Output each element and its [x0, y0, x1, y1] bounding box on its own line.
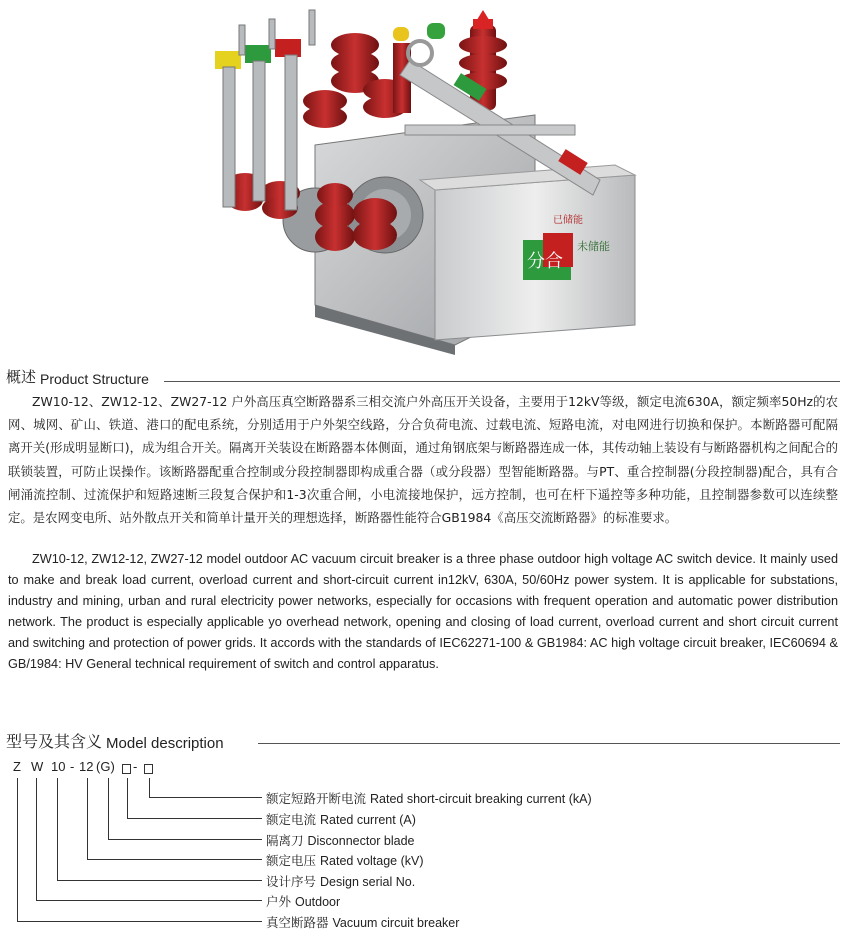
legend-en: Vacuum circuit breaker	[332, 916, 460, 930]
product-photo	[205, 5, 655, 360]
legend-item-disconnector	[266, 831, 415, 849]
code-w: W	[31, 759, 44, 774]
legend-cn: 额定电压	[266, 853, 317, 868]
legend-item-rated-current	[266, 810, 416, 828]
svg-text:分合: 分合	[527, 251, 563, 272]
svg-text:已储能: 已储能	[553, 215, 583, 226]
code-dash-2: -	[133, 759, 138, 774]
overview-title-cn: 概述	[6, 368, 37, 386]
code-z: Z	[13, 759, 21, 774]
code-series: 10	[51, 759, 66, 774]
legend-item-design-serial	[266, 872, 415, 890]
legend-cn: 真空断路器	[266, 915, 329, 930]
overview-title-en: Product Structure	[40, 371, 149, 387]
svg-text:未储能: 未储能	[577, 240, 610, 253]
model-title-cn: 型号及其含义	[6, 732, 103, 751]
legend-cn: 户外	[266, 894, 292, 909]
model-divider	[258, 743, 840, 744]
legend-item-rated-voltage	[266, 851, 424, 869]
code-voltage: 12	[79, 759, 94, 774]
legend-cn: 隔离刀	[266, 833, 304, 848]
legend-en: Outdoor	[295, 895, 341, 909]
code-box-current	[122, 762, 131, 777]
overview-divider	[164, 381, 840, 382]
legend-item-breaking-current	[266, 789, 592, 807]
model-heading	[6, 729, 224, 752]
legend-en: Rated voltage (kV)	[320, 854, 424, 868]
circuit-breaker-photo	[205, 5, 655, 360]
legend-en: Rated current (A)	[320, 813, 416, 827]
code-box-breaking	[144, 762, 153, 777]
legend-en: Disconnector blade	[307, 834, 415, 848]
legend-item-vacuum-breaker	[266, 913, 459, 931]
overview-body-cn: ZW10-12、ZW12-12、ZW27-12 户外高压真空断路器系三相交流户外高压开关设备，主要用于12kV等级，额定电流630A，额定频率50Hz的农网、城网、矿山、铁道、港口的配电系统，分别适用于户外架空线路，分合负荷电流、过载电流、短路电流，对电网进行切换和保护。本断路器可配隔离开关(形成明显断口)，成为组合开关。隔离开关装设在断路器本体侧面，通过角钢底架与断路器连成一体，其传动轴上装设有与断路器机构之间配合的联锁装置，可防止误操作。该断路器配重合控制或分段控制器即构成重合器（或分段器）型智能断路器。与PT、重合控制器(分段控制器)配合，具有合闸涌流控制、过流保护和短路速断三段复合保护和1-3次重合闸，小电流接地保护，远方控制，也可在杆下遥控等多种功能，且控制器参数可以连续整定。是农网变电所、站外散点开关和简单计量开关的理想选择，断路器性能符合GB1984《高压交流断路器》的标准要求。	[8, 394, 838, 526]
code-g: (G)	[96, 759, 115, 774]
legend-en: Rated short-circuit breaking current (kA)	[370, 792, 592, 806]
overview-heading	[6, 366, 149, 387]
legend-en: Design serial No.	[320, 875, 416, 889]
legend-item-outdoor	[266, 892, 340, 910]
model-title-en: Model description	[106, 735, 224, 752]
overview-body-en: ZW10-12, ZW12-12, ZW27-12 model outdoor AC vacuum circuit breaker is a three phase outdoor high voltage AC switch device. It mainly used to make and break load current, overload current and short-circuit current in12kV, 630A, 50/60Hz power system. It is applicable for substations, industry and mining, urban and rural electricity power networks, especially for occasions with frequent operation and automatic power distribution network. The product is especially applicable yo overhead network, opening and closing of load current, overload current and short circuit current and switching and protection of power grids. It accords with the standards of IEC62271-100 & GB1984: AC high voltage circuit breaker, IEC60694 & GB/1984: HV General technical requirement of switch and control apparatus.	[8, 552, 838, 671]
legend-cn: 额定短路开断电流	[266, 791, 367, 806]
legend-cn: 额定电流	[266, 812, 317, 827]
code-dash-1: -	[70, 759, 75, 774]
legend-cn: 设计序号	[266, 874, 317, 889]
